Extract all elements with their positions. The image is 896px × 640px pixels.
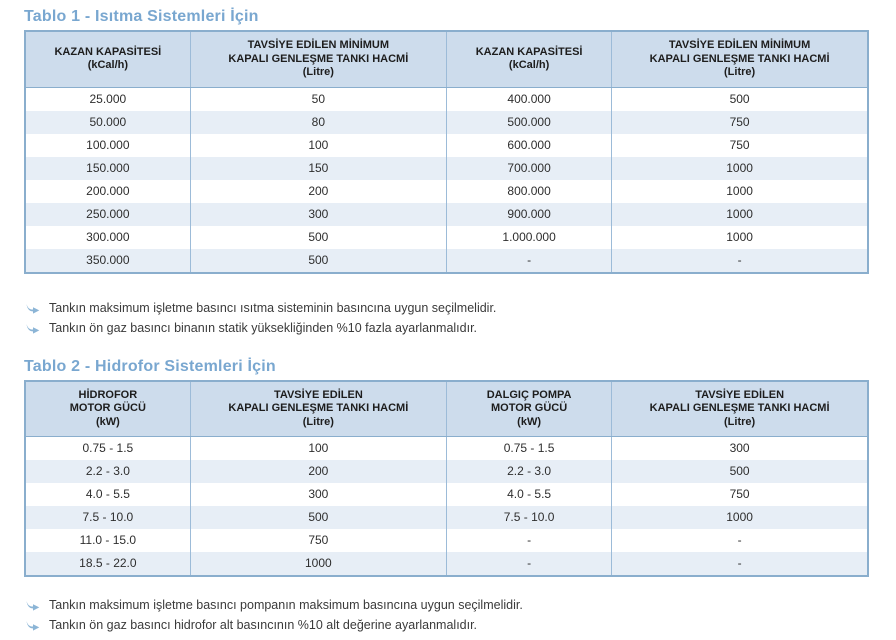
table-cell: 0.75 - 1.5 [446,437,611,461]
table-cell: 200.000 [86,183,130,198]
table-cell: 300 [190,203,446,226]
table-cell: 150.000 [25,157,190,180]
column-header-line: TAVSİYE EDİLEN [695,388,785,401]
table-cell: 500 [612,460,868,483]
table-cell: - [612,552,868,576]
header-row [25,381,868,437]
table-cell: - [612,529,868,552]
column-header-line: (Litre) [724,66,756,78]
table-cell: 11.0 - 15.0 [79,533,137,547]
column-header-line: (kCal/h) [87,59,129,72]
table-cell: 250.000 [25,203,190,226]
column-header [612,31,868,87]
table1-header [25,31,868,87]
column-header-line: (Litre) [302,415,334,428]
table-cell: 25.000 [89,91,127,106]
table-cell: - [446,249,611,273]
table-cell: 1000 [612,180,868,203]
column-header-line: (Litre) [302,66,334,78]
column-header-line: TAVSİYE EDİLEN MİNİMUM [668,39,811,51]
column-header-line: (Litre) [724,415,756,428]
note-item [26,301,869,316]
table-cell: 100 [190,437,446,461]
table-cell: 300 [612,437,868,461]
table-cell: 7.5 - 10.0 [25,506,190,529]
table-row [25,226,868,249]
table2-header [25,381,868,437]
column-header [25,31,190,87]
table-cell: 50.000 [25,111,190,134]
column-header-line: KAPALI GENLEŞME TANKI HACMİ [228,402,409,414]
table1-notes [24,301,869,336]
table-row [25,157,868,180]
curved-right-arrow-icon [26,323,40,334]
table1-body [25,87,868,273]
table-cell: 900.000 [446,203,611,226]
table-cell: - [446,529,611,552]
table-cell: 750 [612,134,868,157]
table-cell: 2.2 - 3.0 [446,460,611,483]
column-header-line: DALGIÇ POMPA [486,388,572,401]
header-row [25,31,868,87]
note-text: Tankın maksimum işletme basıncı pompanın maksimum basıncına uygun seçilmelidir. [49,598,523,612]
table2 [24,380,869,578]
table2-body [25,437,868,577]
column-header-line: (kCal/h) [508,59,550,72]
curved-right-arrow-icon [26,303,40,314]
table-row [25,529,868,552]
column-header [190,31,446,87]
column-header [446,31,611,87]
table-cell: - [612,249,868,273]
table-cell: 1000 [612,226,868,249]
column-header-line: KAPALI GENLEŞME TANKI HACMİ [649,402,830,414]
table-cell: 750 [190,529,446,552]
table-cell: 100.000 [86,137,130,152]
table-cell: 1000 [612,203,868,226]
table-row [25,506,868,529]
column-header-line: TAVSİYE EDİLEN [273,388,363,401]
note-text: Tankın ön gaz basıncı binanın statik yüksekliğinden %10 fazla ayarlanmalıdır. [49,320,478,335]
table-cell: 18.5 - 22.0 [25,552,190,576]
curved-right-arrow-icon [26,600,40,611]
table-cell: 300 [190,483,446,506]
table-cell: 500 [190,506,446,529]
note-text: Tankın ön gaz basıncı hidrofor alt basıncının %10 alt değerine ayarlanmalıdır. [49,618,478,632]
column-header-line: KAZAN KAPASİTESİ [475,45,583,58]
column-header-line: MOTOR GÜCÜ [69,402,146,414]
table-cell: 1000 [612,506,868,529]
table-cell: 80 [190,111,446,134]
table-cell: 2.2 - 3.0 [25,460,190,483]
table-cell: 4.0 - 5.5 [85,487,130,501]
note-item [26,598,869,613]
column-header-line: MOTOR GÜCÜ [491,402,568,414]
table-cell: 200 [190,180,446,203]
table-cell: 500 [190,226,446,249]
table-cell: 7.5 - 10.0 [446,506,611,529]
column-header-line: KAPALI GENLEŞME TANKI HACMİ [228,52,409,65]
table-cell: 800.000 [446,180,611,203]
column-header [25,381,190,437]
table-cell: 50 [190,87,446,111]
column-header-line: (kW) [95,415,120,428]
note-item [26,321,869,336]
table-cell: 200 [190,460,446,483]
column-header-line: KAPALI GENLEŞME TANKI HACMİ [649,52,830,65]
column-header [612,381,868,437]
table-cell: - [446,552,611,576]
table-row [25,437,868,461]
curved-right-arrow-icon [26,620,40,631]
table-cell: 150 [190,157,446,180]
table2-section [24,358,869,634]
column-header-line: TAVSİYE EDİLEN MİNİMUM [247,39,390,51]
table-cell: 1000 [612,157,868,180]
column-header [190,381,446,437]
table1-section [24,8,869,336]
table-row [25,249,868,273]
table-row [25,203,868,226]
table-row [25,483,868,506]
table-cell: 1.000.000 [446,226,611,249]
column-header-line: (kW) [517,415,541,428]
note-text: Tankın maksimum işletme basıncı ısıtma sisteminin basıncına uygun seçilmelidir. [49,300,497,315]
note-item [26,618,869,633]
table-cell: 600.000 [446,134,611,157]
table-cell: 0.75 - 1.5 [82,441,134,455]
table-cell: 400.000 [446,87,611,111]
table1-title: Tablo 1 - Isıtma Sistemleri İçin [24,8,259,25]
table1 [24,30,869,274]
table-cell: 350.000 [25,249,190,273]
table-cell: 700.000 [446,157,611,180]
table-row [25,134,868,157]
table-cell: 500 [190,249,446,273]
table-row [25,460,868,483]
table-cell: 300.000 [86,229,130,244]
column-header-line: HİDROFOR [78,388,138,401]
table-cell: 750 [612,111,868,134]
table-row [25,111,868,134]
table-cell: 100 [190,134,446,157]
table-cell: 750 [612,483,868,506]
table2-notes [24,598,869,633]
table-cell: 4.0 - 5.5 [446,483,611,506]
column-header-line: KAZAN KAPASİTESİ [54,45,162,58]
table-cell: 500 [612,87,868,111]
table2-title: Tablo 2 - Hidrofor Sistemleri İçin [24,357,276,375]
table-cell: 1000 [190,552,446,576]
table-row [25,180,868,203]
table-row [25,552,868,576]
table-row [25,87,868,111]
table-cell: 500.000 [446,111,611,134]
column-header [446,381,611,437]
